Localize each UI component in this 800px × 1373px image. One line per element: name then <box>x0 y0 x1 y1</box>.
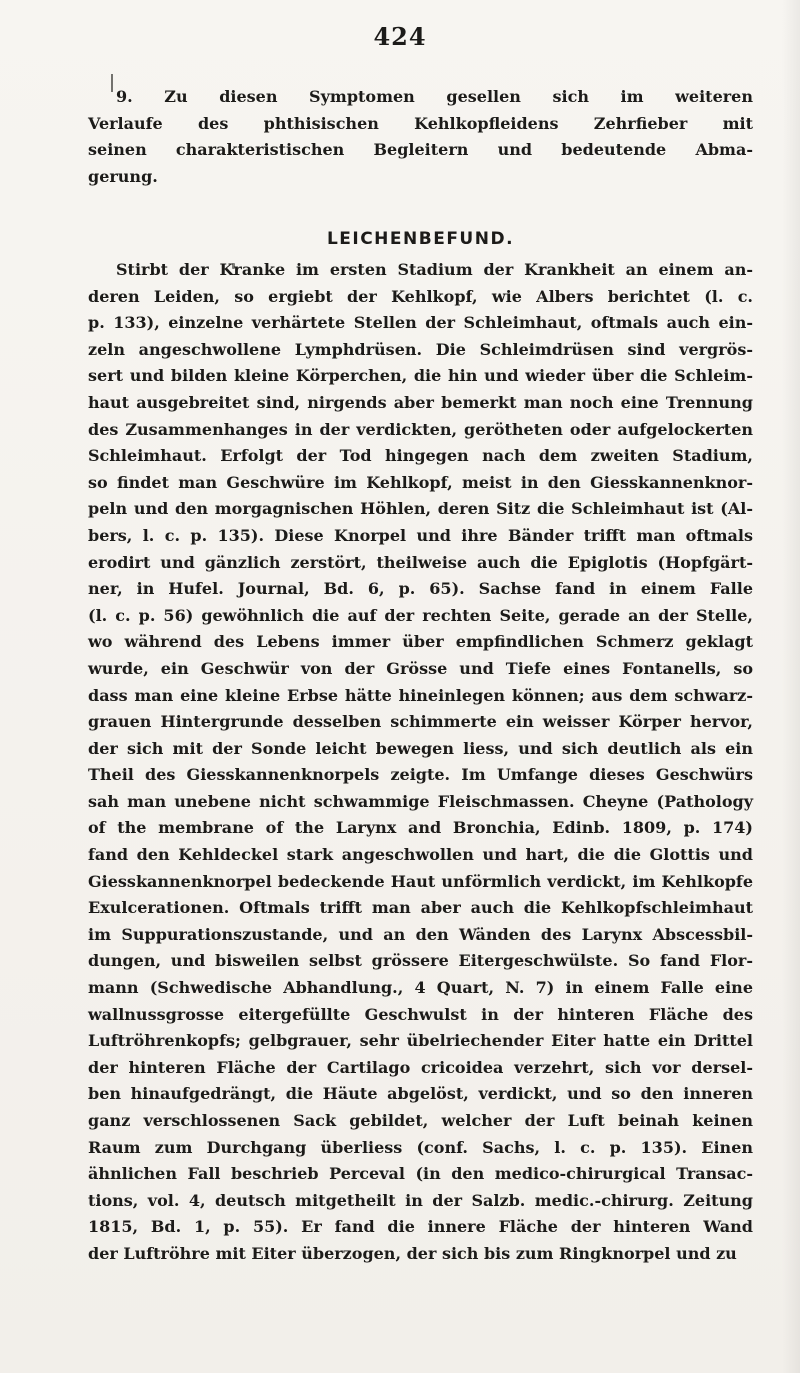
section-heading-wrap <box>88 229 753 249</box>
body-line: des Zusammenhanges in der verdickten, gerötheten oder aufgelockerten <box>88 419 753 439</box>
body-line: sert und bilden kleine Körperchen, die hin und wieder über die Schleim- <box>88 366 753 386</box>
body-line: ganz verschlossenen Sack gebildet, welcher der Luft beinah keinen <box>88 1111 753 1130</box>
body-line: haut ausgebreitet sind, nirgends aber bemerkt man noch eine Trennung <box>88 392 753 412</box>
intro-paragraph <box>88 84 753 190</box>
body-line: wurde, ein Geschwür von der Grösse und Tiefe eines Fontanells, so <box>88 658 753 678</box>
body-line: ben hinaufgedrängt, die Häute abgelöst, verdickt, und so den inneren <box>88 1084 753 1104</box>
body-line: 1815, Bd. 1, p. 55). Er fand die innere Fläche der hinteren Wand <box>88 1217 753 1237</box>
body-line: Stirbt der Kranke im ersten Stadium der Krankheit an einem an- <box>116 260 753 279</box>
body-line: wallnussgrosse eitergefüllte Geschwulst in der hinteren Fläche des <box>88 1004 753 1024</box>
intro-line: gerung. <box>88 166 158 186</box>
body-line: mann (Schwedische Abhandlung., 4 Quart, N. 7) in einem Falle eine <box>88 978 753 998</box>
body-line: Schleimhaut. Erfolgt der Tod hingegen nach dem zweiten Stadium, <box>88 446 753 466</box>
page-number: 424 <box>373 22 427 51</box>
body-line: dass man eine kleine Erbse hätte hineinlegen können; aus dem schwarz- <box>88 685 753 705</box>
intro-line: seinen charakteristischen Begleitern und bedeutende Abma- <box>88 140 753 160</box>
body-line: sah man unebene nicht schwammige Fleischmassen. Cheyne (Pathology <box>88 791 753 811</box>
body-line: ähnlichen Fall beschrieb Perceval (in den medico-chirurgical Transac- <box>88 1164 753 1184</box>
body-line: fand den Kehldeckel stark angeschwollen und hart, die die Glottis und <box>88 845 753 865</box>
body-line: der Luftröhre mit Eiter überzogen, der sich bis zum Ringknorpel und zu <box>88 1243 737 1263</box>
body-line: of the membrane of the Larynx and Bronchia, Edinb. 1809, p. 174) <box>88 818 753 838</box>
body-line: bers, l. c. p. 135). Diese Knorpel und ihre Bänder trifft man oftmals <box>88 525 753 545</box>
body-line: Luftröhrenkopfs; gelbgrauer, sehr übelriechender Eiter hatte ein Drittel <box>88 1031 753 1051</box>
body-line: peln und den morgagnischen Höhlen, deren Sitz die Schleimhaut ist (Al- <box>88 499 753 519</box>
body-line: deren Leiden, so ergiebt der Kehlkopf, wie Albers berichtet (l. c. <box>88 286 753 306</box>
body-line: grauen Hintergrunde desselben schimmerte ein weisser Körper hervor, <box>88 712 753 732</box>
section-heading: LEICHENBEFUND. <box>326 229 515 249</box>
page-edge-shadow <box>782 0 800 1373</box>
intro-line: 9. Zu diesen Symptomen gesellen sich im weiteren <box>116 87 753 106</box>
body-line: Exulcerationen. Oftmals trifft man aber auch die Kehlkopfschleimhaut <box>88 898 753 918</box>
intro-line: Verlaufe des phthisischen Kehlkopfleidens Zehrfieber mit <box>88 113 753 133</box>
body-paragraph <box>88 257 753 1268</box>
body-line: im Suppurationszustande, und an den Wänden des Larynx Abscessbil- <box>88 924 753 944</box>
body-line: dungen, und bisweilen selbst grössere Eitergeschwülste. So fand Flor- <box>88 951 753 971</box>
body-line: p. 133), einzelne verhärtete Stellen der Schleimhaut, oftmals auch ein- <box>88 313 753 333</box>
body-line: tions, vol. 4, deutsch mitgetheilt in der Salzb. medic.-chirurg. Zeitung <box>88 1190 753 1210</box>
body-line: erodirt und gänzlich zerstört, theilweise auch die Epiglotis (Hopfgärt- <box>88 552 753 572</box>
body-line: der hinteren Fläche der Cartilago cricoidea verzehrt, sich vor dersel- <box>88 1057 753 1077</box>
body-line: zeln angeschwollene Lymphdrüsen. Die Schleimdrüsen sind vergrös- <box>88 339 753 359</box>
body-line: der sich mit der Sonde leicht bewegen liess, und sich deutlich als ein <box>88 738 753 758</box>
body-line: wo während des Lebens immer über empfindlichen Schmerz geklagt <box>88 632 753 652</box>
body-line: so findet man Geschwüre im Kehlkopf, meist in den Giesskannenknor- <box>88 472 753 492</box>
body-line: Raum zum Durchgang überliess (conf. Sachs, l. c. p. 135). Einen <box>88 1137 753 1157</box>
body-line: Theil des Giesskannenknorpels zeigte. Im Umfange dieses Geschwürs <box>88 765 753 785</box>
body-line: (l. c. p. 56) gewöhnlich die auf der rechten Seite, gerade an der Stelle, <box>88 605 753 625</box>
body-line: ner, in Hufel. Journal, Bd. 6, p. 65). Sachse fand in einem Falle <box>88 579 753 599</box>
body-line: Giesskannenknorpel bedeckende Haut unförmlich verdickt, im Kehlkopfe <box>88 871 753 891</box>
